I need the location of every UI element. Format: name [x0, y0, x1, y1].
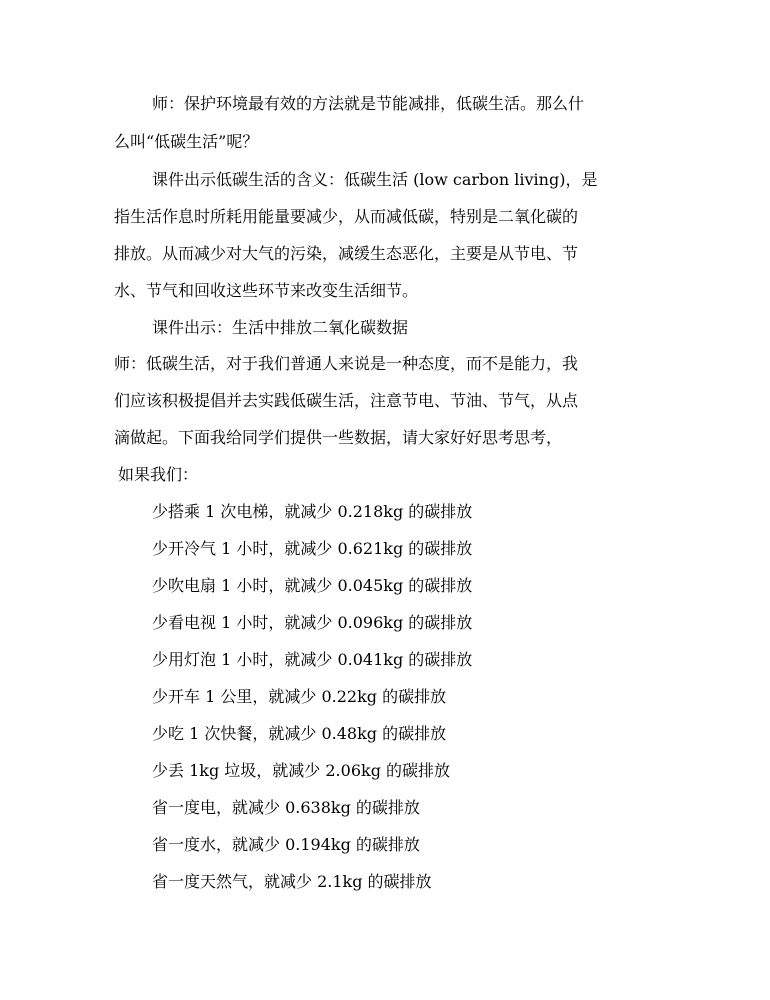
data-list-item: 少吹电扇 1 小时，就减少 0.045kg 的碳排放	[152, 576, 473, 595]
paragraph-lowcarbon-line-3: 滴做起。下面我给同学们提供一些数据，请大家好好思考思考，	[114, 428, 563, 447]
data-list-item: 少丢 1kg 垃圾，就减少 2.06kg 的碳排放	[152, 761, 451, 780]
paragraph-lowcarbon-line-4: 如果我们：	[118, 465, 199, 484]
data-list-item: 少开车 1 公里，就减少 0.22kg 的碳排放	[152, 687, 447, 706]
paragraph-definition-line-3: 排放。从而减少对大气的污染，减缓生态恶化，主要是从节电、节	[114, 244, 579, 263]
paragraph-lowcarbon-line-2: 们应该积极提倡并去实践低碳生活，注意节电、节油、节气，从点	[114, 391, 579, 410]
data-list-item: 少搭乘 1 次电梯，就减少 0.218kg 的碳排放	[152, 502, 473, 521]
paragraph-definition-line-4: 水、节气和回收这些环节来改变生活细节。	[114, 281, 419, 300]
data-list-item: 少吃 1 次快餐，就减少 0.48kg 的碳排放	[152, 724, 447, 743]
data-list-item: 少用灯泡 1 小时，就减少 0.041kg 的碳排放	[152, 650, 473, 669]
data-list-item: 省一度天然气，就减少 2.1kg 的碳排放	[152, 872, 432, 891]
paragraph-courseware-heading: 课件出示：生活中排放二氧化碳数据	[152, 318, 409, 337]
data-list-item: 少开冷气 1 小时，就减少 0.621kg 的碳排放	[152, 539, 473, 558]
data-list-item: 少看电视 1 小时，就减少 0.096kg 的碳排放	[152, 613, 473, 632]
paragraph-definition-line-2: 指生活作息时所耗用能量要减少，从而减低碳，特别是二氧化碳的	[114, 207, 579, 226]
paragraph-definition-line-1: 课件出示低碳生活的含义：低碳生活 (low carbon living)，是	[152, 170, 598, 189]
data-list-item: 省一度电，就减少 0.638kg 的碳排放	[152, 798, 420, 817]
data-list-item: 省一度水，就减少 0.194kg 的碳排放	[152, 835, 420, 854]
paragraph-teacher-line-1: 师：保护环境最有效的方法就是节能减排，低碳生活。那么什	[152, 94, 585, 113]
paragraph-teacher-line-2: 么叫“低碳生活”呢？	[114, 132, 259, 151]
paragraph-lowcarbon-line-1: 师：低碳生活，对于我们普通人来说是一种态度，而不是能力，我	[114, 354, 579, 373]
